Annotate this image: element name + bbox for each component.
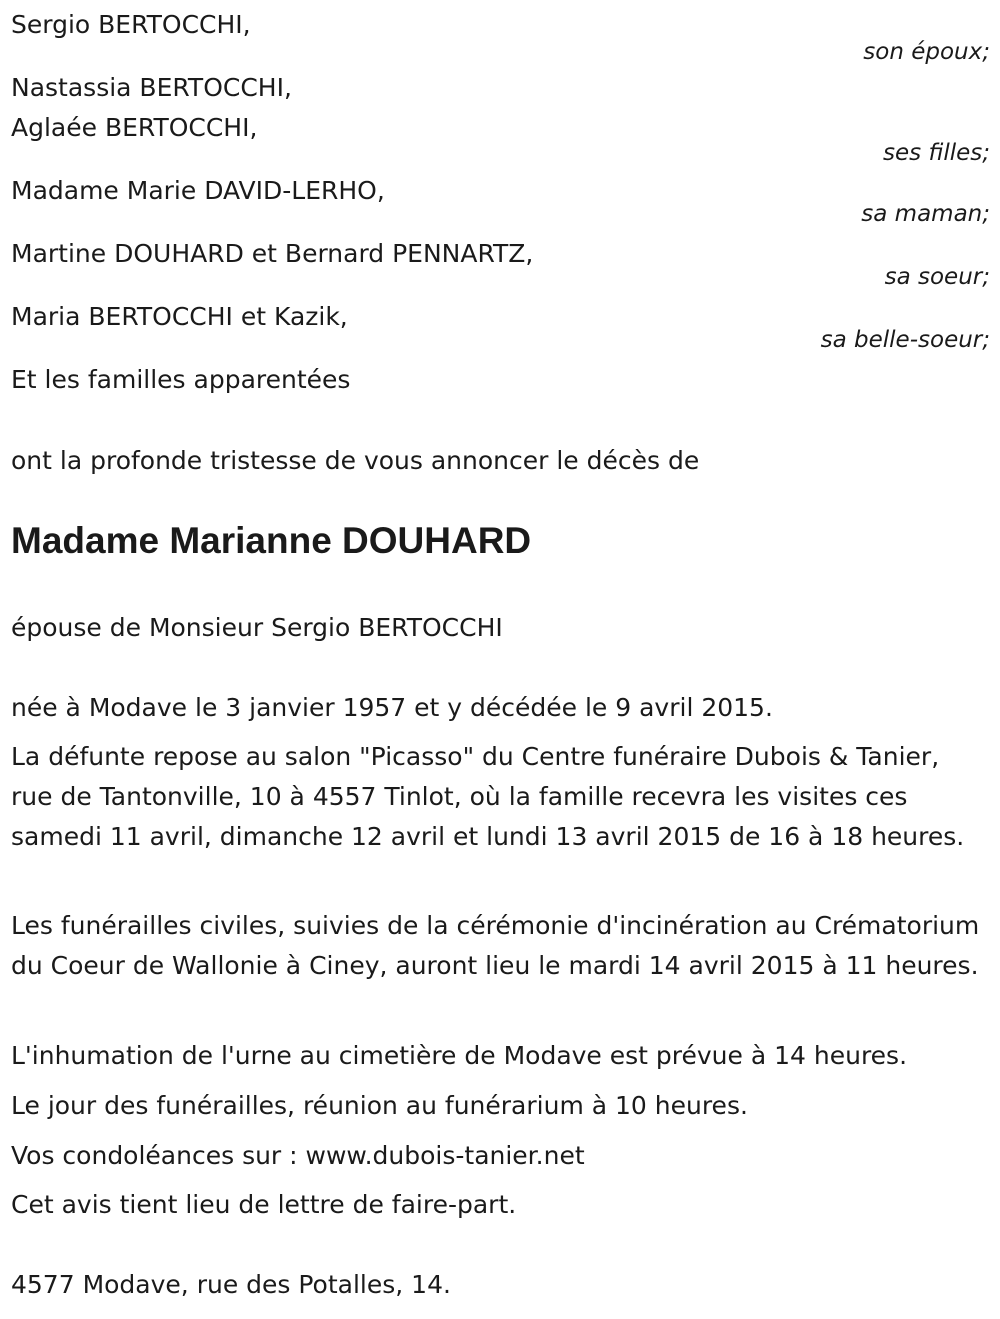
- visitation-paragraph: La défunte repose au salon "Picasso" du Centre funéraire Dubois & Tanier, rue de Tantonville, 10 à 4557 Tinlot, où la famille recevra les visites ces samedi 11 avril, dimanche 12 avril et lundi 13 avril 2015 de 16 à 18 heures.: [11, 742, 965, 851]
- deceased-name: Madame Marianne DOUHARD: [11, 520, 532, 561]
- family-group-sister-in-law: [11, 297, 990, 352]
- relation-label: ses filles;: [883, 140, 990, 166]
- notice-paragraph: Cet avis tient lieu de lettre de faire-part.: [11, 1190, 517, 1219]
- gathering-paragraph: Le jour des funérailles, réunion au funérarium à 10 heures.: [11, 1091, 748, 1120]
- spouse-line: épouse de Monsieur Sergio BERTOCCHI: [11, 613, 503, 642]
- family-name: Nastassia BERTOCCHI,: [11, 73, 292, 102]
- family-name: Martine DOUHARD et Bernard PENNARTZ,: [11, 239, 534, 268]
- family-name: Sergio BERTOCCHI,: [11, 10, 251, 39]
- family-address: 4577 Modave, rue des Potalles, 14.: [11, 1270, 451, 1299]
- family-group-mother: [11, 171, 990, 226]
- funeral-paragraph: Les funérailles civiles, suivies de la cérémonie d'incinération au Crématorium du Coeur de Wallonie à Ciney, auront lieu le mardi 14 avril 2015 à 11 heures.: [11, 911, 980, 980]
- family-group-spouse: [11, 5, 990, 64]
- relation-label: sa maman;: [861, 201, 990, 227]
- condolences-paragraph: Vos condoléances sur : www.dubois-tanier.net: [11, 1141, 585, 1170]
- birth-death-paragraph: née à Modave le 3 janvier 1957 et y décédée le 9 avril 2015.: [11, 693, 773, 722]
- extended-family-line: Et les familles apparentées: [11, 365, 351, 394]
- family-group-daughters: [11, 68, 990, 165]
- family-name: Aglaée BERTOCCHI,: [11, 113, 258, 142]
- relation-label: son époux;: [863, 39, 990, 65]
- interment-paragraph: L'inhumation de l'urne au cimetière de Modave est prévue à 14 heures.: [11, 1041, 908, 1070]
- relation-label: sa soeur;: [884, 264, 990, 290]
- family-group-sister: [11, 234, 990, 289]
- family-name: Maria BERTOCCHI et Kazik,: [11, 302, 348, 331]
- announcement-line: ont la profonde tristesse de vous annoncer le décès de: [11, 446, 700, 475]
- relation-label: sa belle-soeur;: [820, 327, 990, 353]
- family-name: Madame Marie DAVID-LERHO,: [11, 176, 385, 205]
